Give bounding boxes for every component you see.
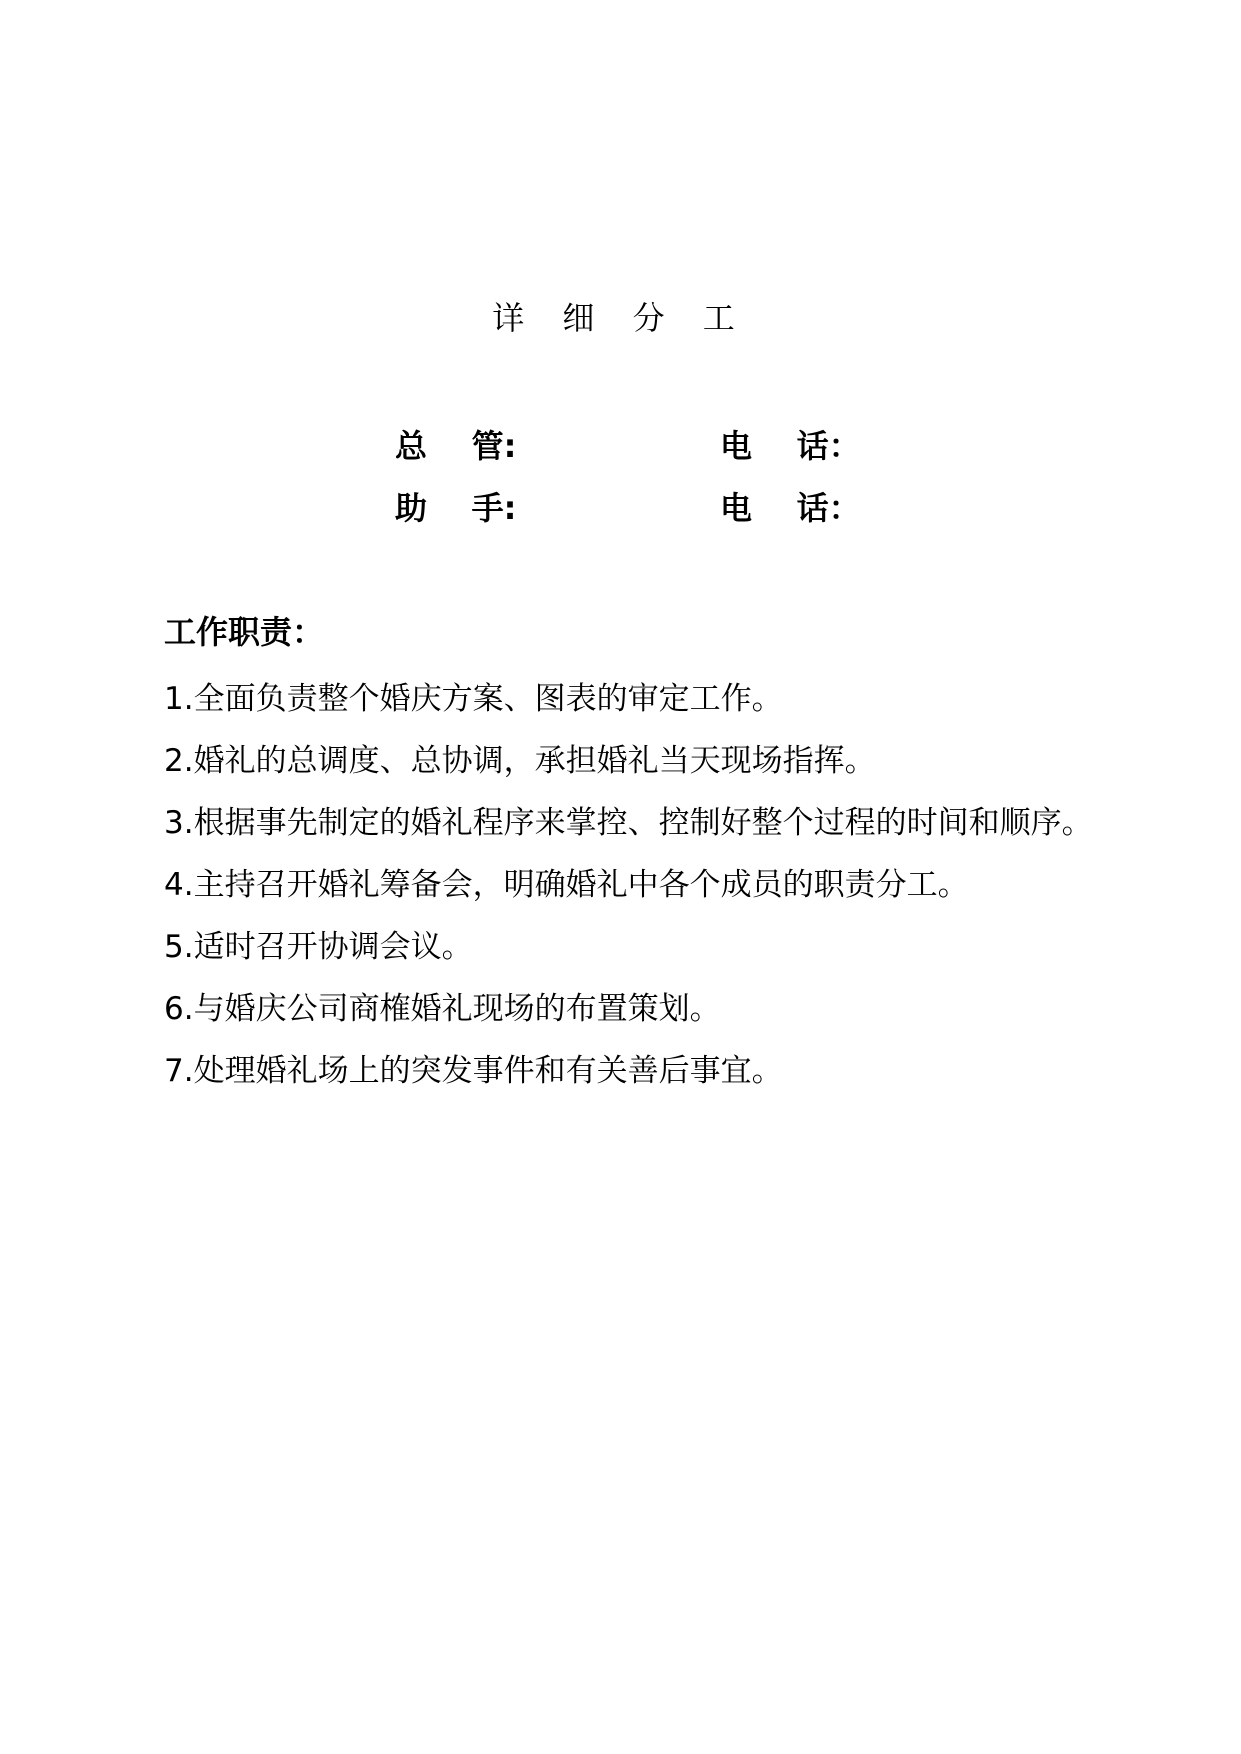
duty-item: 7.处理婚礼场上的突发事件和有关善后事宜。 — [164, 1053, 783, 1089]
duties-heading: 工作职责： — [164, 613, 325, 651]
duty-item: 4.主持召开婚礼筹备会，明确婚礼中各个成员的职责分工。 — [164, 867, 969, 903]
duty-item: 1.全面负责整个婚庆方案、图表的审定工作。 — [164, 681, 783, 717]
duty-item: 5.适时召开协调会议。 — [164, 929, 473, 965]
assistant-label: 助 手: — [395, 489, 517, 527]
duty-item: 3.根据事先制定的婚礼程序来掌控、控制好整个过程的时间和顺序。 — [164, 805, 1093, 841]
manager-phone-label: 电 话： — [720, 427, 861, 465]
duty-item: 6.与婚庆公司商榷婚礼现场的布置策划。 — [164, 991, 721, 1027]
contact-row-assistant — [0, 486, 1241, 530]
assistant-phone-label: 电 话： — [720, 489, 861, 527]
contact-row-manager — [0, 424, 1241, 468]
document-title: 详 细 分 工 — [492, 299, 749, 337]
duty-item: 2.婚礼的总调度、总协调，承担婚礼当天现场指挥。 — [164, 743, 876, 779]
manager-label: 总 管: — [395, 427, 517, 465]
duties-list — [164, 668, 1094, 1102]
